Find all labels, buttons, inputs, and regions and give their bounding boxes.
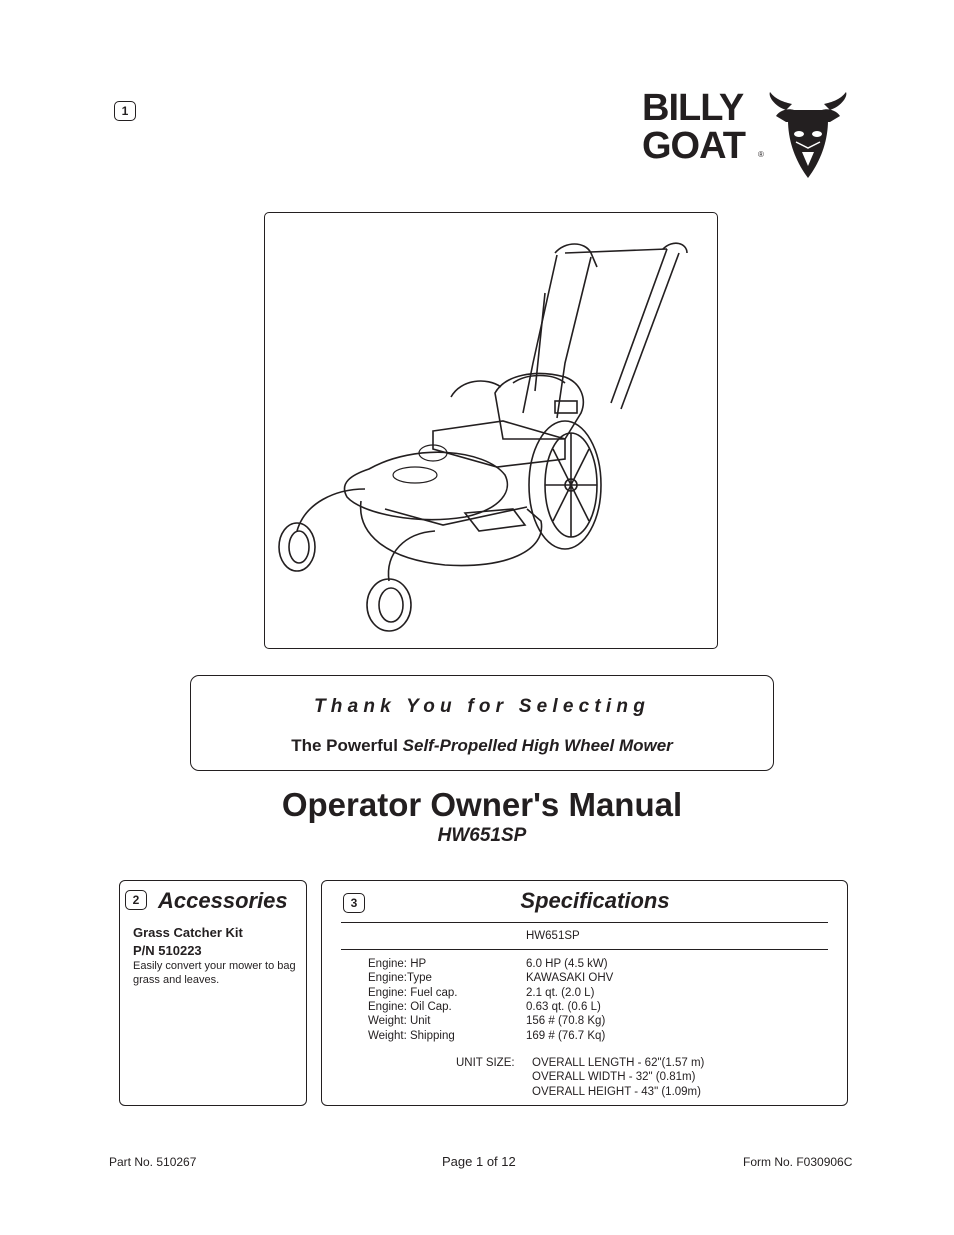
spec-label-engine-type: Engine:Type <box>368 972 432 985</box>
billy-goat-logo <box>640 87 850 182</box>
spec-label-engine-hp: Engine: HP <box>368 958 427 970</box>
spec-value-oil-cap: 0.63 qt. (0.6 L) <box>526 1000 601 1013</box>
unit-size-length: OVERALL LENGTH - 62"(1.57 m) <box>532 1057 705 1069</box>
section-badge-3: 3 <box>343 893 365 913</box>
product-illustration-frame <box>264 212 718 649</box>
spec-label-weight-shipping: Weight: Shipping <box>368 1029 455 1042</box>
spec-value-engine-hp: 6.0 HP (4.5 kW) <box>526 958 608 970</box>
logo-line2: GOAT <box>642 125 745 167</box>
spec-label-fuel-cap: Engine: Fuel cap. <box>368 986 458 999</box>
accessory-description-line1: Easily convert your mower to bag <box>133 960 296 972</box>
footer-form-number: Form No. F030906C <box>743 1155 853 1169</box>
accessories-panel <box>119 880 307 1106</box>
spec-value-fuel-cap: 2.1 qt. (2.0 L) <box>526 986 595 999</box>
accessories-heading: Accessories <box>158 888 288 913</box>
subtitle-italic: Self-Propelled High Wheel Mower <box>402 736 673 755</box>
thank-you-panel <box>190 675 774 771</box>
spec-label-oil-cap: Engine: Oil Cap. <box>368 1000 452 1013</box>
registered-mark: ® <box>758 150 764 159</box>
mower-illustration <box>265 213 715 646</box>
unit-size-height: OVERALL HEIGHT - 43" (1.09m) <box>532 1085 701 1098</box>
model-number: HW651SP <box>437 825 527 846</box>
spec-label-weight-unit: Weight: Unit <box>368 1015 431 1028</box>
specifications-heading: Specifications <box>520 888 670 913</box>
spec-rule-top <box>341 922 828 923</box>
manual-title: Operator Owner's Manual <box>281 786 683 823</box>
accessory-item-name: Grass Catcher Kit <box>133 925 243 940</box>
unit-size-label: UNIT SIZE: <box>456 1057 515 1069</box>
thank-you-subtitle <box>191 736 773 756</box>
logo-line1: BILLY <box>642 87 744 129</box>
accessory-item-part-number: P/N 510223 <box>133 943 202 958</box>
spec-rule-bottom <box>341 949 828 950</box>
unit-size-width: OVERALL WIDTH - 32" (0.81m) <box>532 1071 696 1084</box>
thank-you-title: Thank You for Selecting <box>313 696 651 717</box>
spec-value-engine-type: KAWASAKI OHV <box>526 972 614 985</box>
accessory-description-line2: grass and leaves. <box>133 974 220 986</box>
spec-model-column: HW651SP <box>526 930 580 942</box>
spec-value-weight-shipping: 169 # (76.7 Kq) <box>526 1029 606 1042</box>
subtitle-plain: The Powerful <box>291 736 403 755</box>
footer-page-number: Page 1 of 12 <box>442 1154 516 1169</box>
footer-part-number: Part No. 510267 <box>109 1155 197 1169</box>
specifications-panel <box>321 880 848 1106</box>
section-badge-1: 1 <box>114 101 136 121</box>
spec-value-weight-unit: 156 # (70.8 Kg) <box>526 1015 606 1028</box>
section-badge-2: 2 <box>125 890 147 910</box>
goat-head-icon <box>766 92 850 180</box>
